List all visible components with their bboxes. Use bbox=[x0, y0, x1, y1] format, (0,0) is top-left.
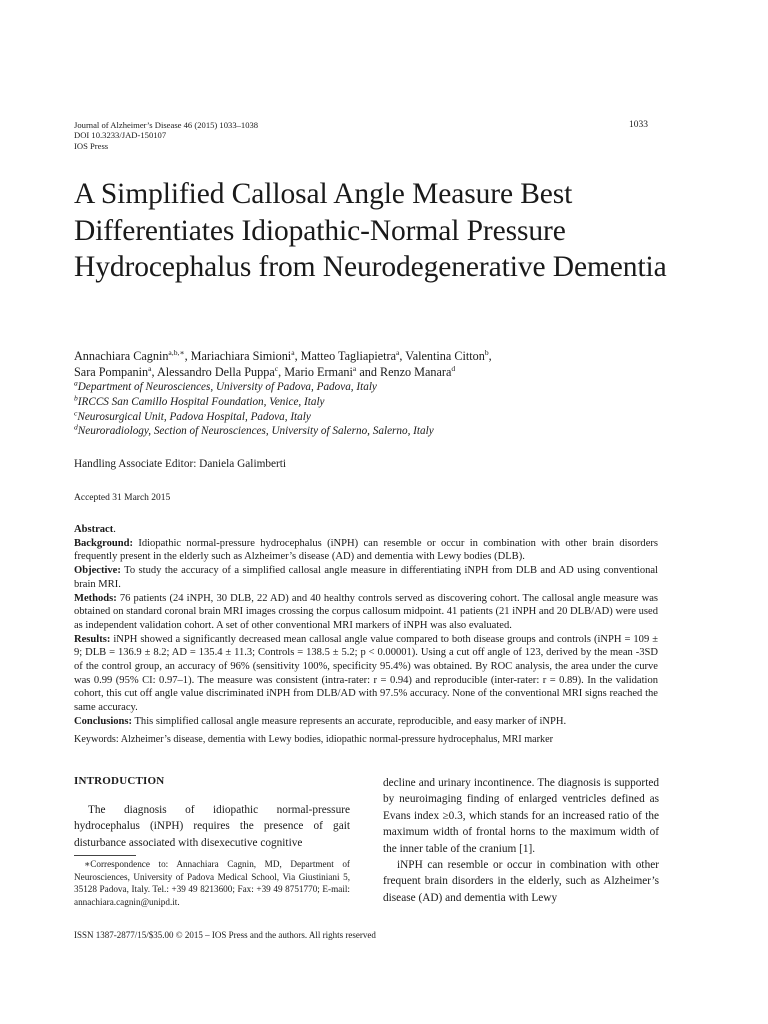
author: Valentina Citton$^b$ bbox=[405, 347, 489, 363]
journal-header bbox=[74, 120, 258, 151]
affiliation: $^c$Neurosurgical Unit, Padova Hospital, Padova, Italy bbox=[74, 407, 311, 423]
intro-column-right bbox=[383, 775, 659, 906]
article-title: A Simplified Callosal Angle Measure Best Differentiates Idiopathic-Normal Pressure Hydrocephalus from Neurodegenerative Dementia bbox=[74, 178, 667, 283]
section-heading-introduction: INTRODUCTION bbox=[74, 775, 165, 787]
publisher: IOS Press bbox=[74, 140, 109, 151]
issn-copyright: ISSN 1387-2877/15/$35.00 © 2015 – IOS Press and the authors. All rights reserved bbox=[74, 930, 376, 940]
author: Matteo Tagliapietra$^a$ bbox=[300, 347, 400, 363]
affiliation: $^b$IRCCS San Camillo Hospital Foundation, Venice, Italy bbox=[74, 393, 325, 408]
author-list: Annachiara Cagnin$^{a,b,∗}$, Mariachiara Simioni$^a$, Matteo Tagliapietra$^a$, Valentina Citton$^b$, Sara Pompanin$^a$, Alessandro Della Puppa$^c$, Mario Ermani$^a$ and Renzo Manara$^d$ bbox=[74, 347, 492, 379]
paragraph: decline and urinary incontinence. The diagnosis is supported by neuroimaging finding of enlarged ventricles defined as Evans index ≥0.3, which stands for an increased ratio of the maximum width of frontal horns to the maximum width of the inner table of the cranium [1]. bbox=[383, 777, 659, 855]
abstract-heading: Abstract. bbox=[74, 524, 116, 535]
journal-citation: Journal of Alzheimer’s Disease 46 (2015) 1033–1038 bbox=[74, 120, 259, 130]
abstract bbox=[74, 523, 658, 729]
abstract-background: Background: Idiopathic normal-pressure hydrocephalus (iNPH) can resemble or occur in combination with other brain disorders frequently present in the elderly such as Alzheimer’s disease (AD) and dementia with Lewy bodies (DLB). bbox=[74, 537, 658, 563]
author: Mariachiara Simioni$^a$ bbox=[190, 347, 295, 363]
handling-editor: Handling Associate Editor: Daniela Galimberti bbox=[74, 458, 287, 470]
page-number: 1033 bbox=[629, 120, 648, 130]
correspondence-footnote: ∗Correspondence to: Annachiara Cagnin, MD, Department of Neurosciences, University of Padova Medical School, Via Giustiniani 5, 35128 Padova, Italy. Tel.: +39 49 8213600; Fax: +39 49 8751770; E-mail: annachiara.cagnin@unipd.it. bbox=[74, 859, 350, 908]
doi[interactable]: DOI 10.3233/JAD-150107 bbox=[74, 130, 167, 141]
affiliation: $^a$Department of Neurosciences, University of Padova, Padova, Italy bbox=[74, 378, 377, 393]
paragraph: The diagnosis of idiopathic normal-pressure hydrocephalus (iNPH) requires the presence of gait disturbance associated with disexecutive cognitive bbox=[74, 804, 350, 849]
author: Sara Pompanin$^a$ bbox=[74, 363, 152, 379]
keywords: Keywords: Alzheimer’s disease, dementia with Lewy bodies, idiopathic normal-pressure hydrocephalus, MRI marker bbox=[74, 734, 554, 745]
affiliations bbox=[74, 380, 694, 439]
affiliation: $^d$Neuroradiology, Section of Neurosciences, University of Salerno, Salerno, Italy bbox=[74, 422, 434, 438]
author: Alessandro Della Puppa$^c$ bbox=[156, 363, 279, 379]
abstract-objective: Objective: To study the accuracy of a simplified callosal angle measure in differentiating iNPH from DLB and AD using conventional brain MRI. bbox=[74, 565, 658, 590]
author: Mario Ermani$^a$ bbox=[284, 363, 357, 379]
footnote-rule bbox=[74, 855, 136, 856]
intro-column-left bbox=[74, 802, 350, 851]
author: Annachiara Cagnin$^{a,b,∗}$ bbox=[74, 347, 185, 363]
abstract-conclusions: Conclusions: This simplified callosal angle measure represents an accurate, reproducible, and easy marker of iNPH. bbox=[74, 715, 567, 727]
author: Renzo Manara$^d$ bbox=[380, 363, 456, 379]
accepted-date: Accepted 31 March 2015 bbox=[74, 493, 171, 503]
abstract-results: Results: iNPH showed a significantly decreased mean callosal angle value compared to both disease groups and controls (iNPH = 109 ± 9; DLB = 136.9 ± 8.2; AD = 135.4 ± 11.3; Controls = 138.5 ± 5.2; p < 0.00001). Using a cut off angle of 123, derived by the mean -3SD of the control group, an accuracy of 96% (sensitivity 100%, specificity 95.4%) was obtained. By ROC analysis, the area under the curve was 0.99 (95% CI: 0.97–1). The measure was consistent (intra-rater: r = 0.94) and reproducible (inter-rater: r = 0.89). In the validation cohort, this cut off angle value discriminated iNPH from DLB/AD with 97.5% accuracy. None of the conventional MRI signs reached the same accuracy. bbox=[74, 633, 658, 714]
paragraph: iNPH can resemble or occur in combination with other frequent brain disorders in the elderly, such as Alzheimer’s disease (AD) and dementia with Lewy bbox=[383, 859, 659, 904]
abstract-methods: Methods: 76 patients (24 iNPH, 30 DLB, 22 AD) and 40 healthy controls served as discovering cohort. The callosal angle measure was obtained on standard coronal brain MRI images crossing the corpus callosum midpoint. 41 patients (21 iNPH and 20 DLB/AD) were used as independent validation cohort. A set of other conventional MRI markers of iNPH was also evaluated. bbox=[74, 592, 658, 631]
